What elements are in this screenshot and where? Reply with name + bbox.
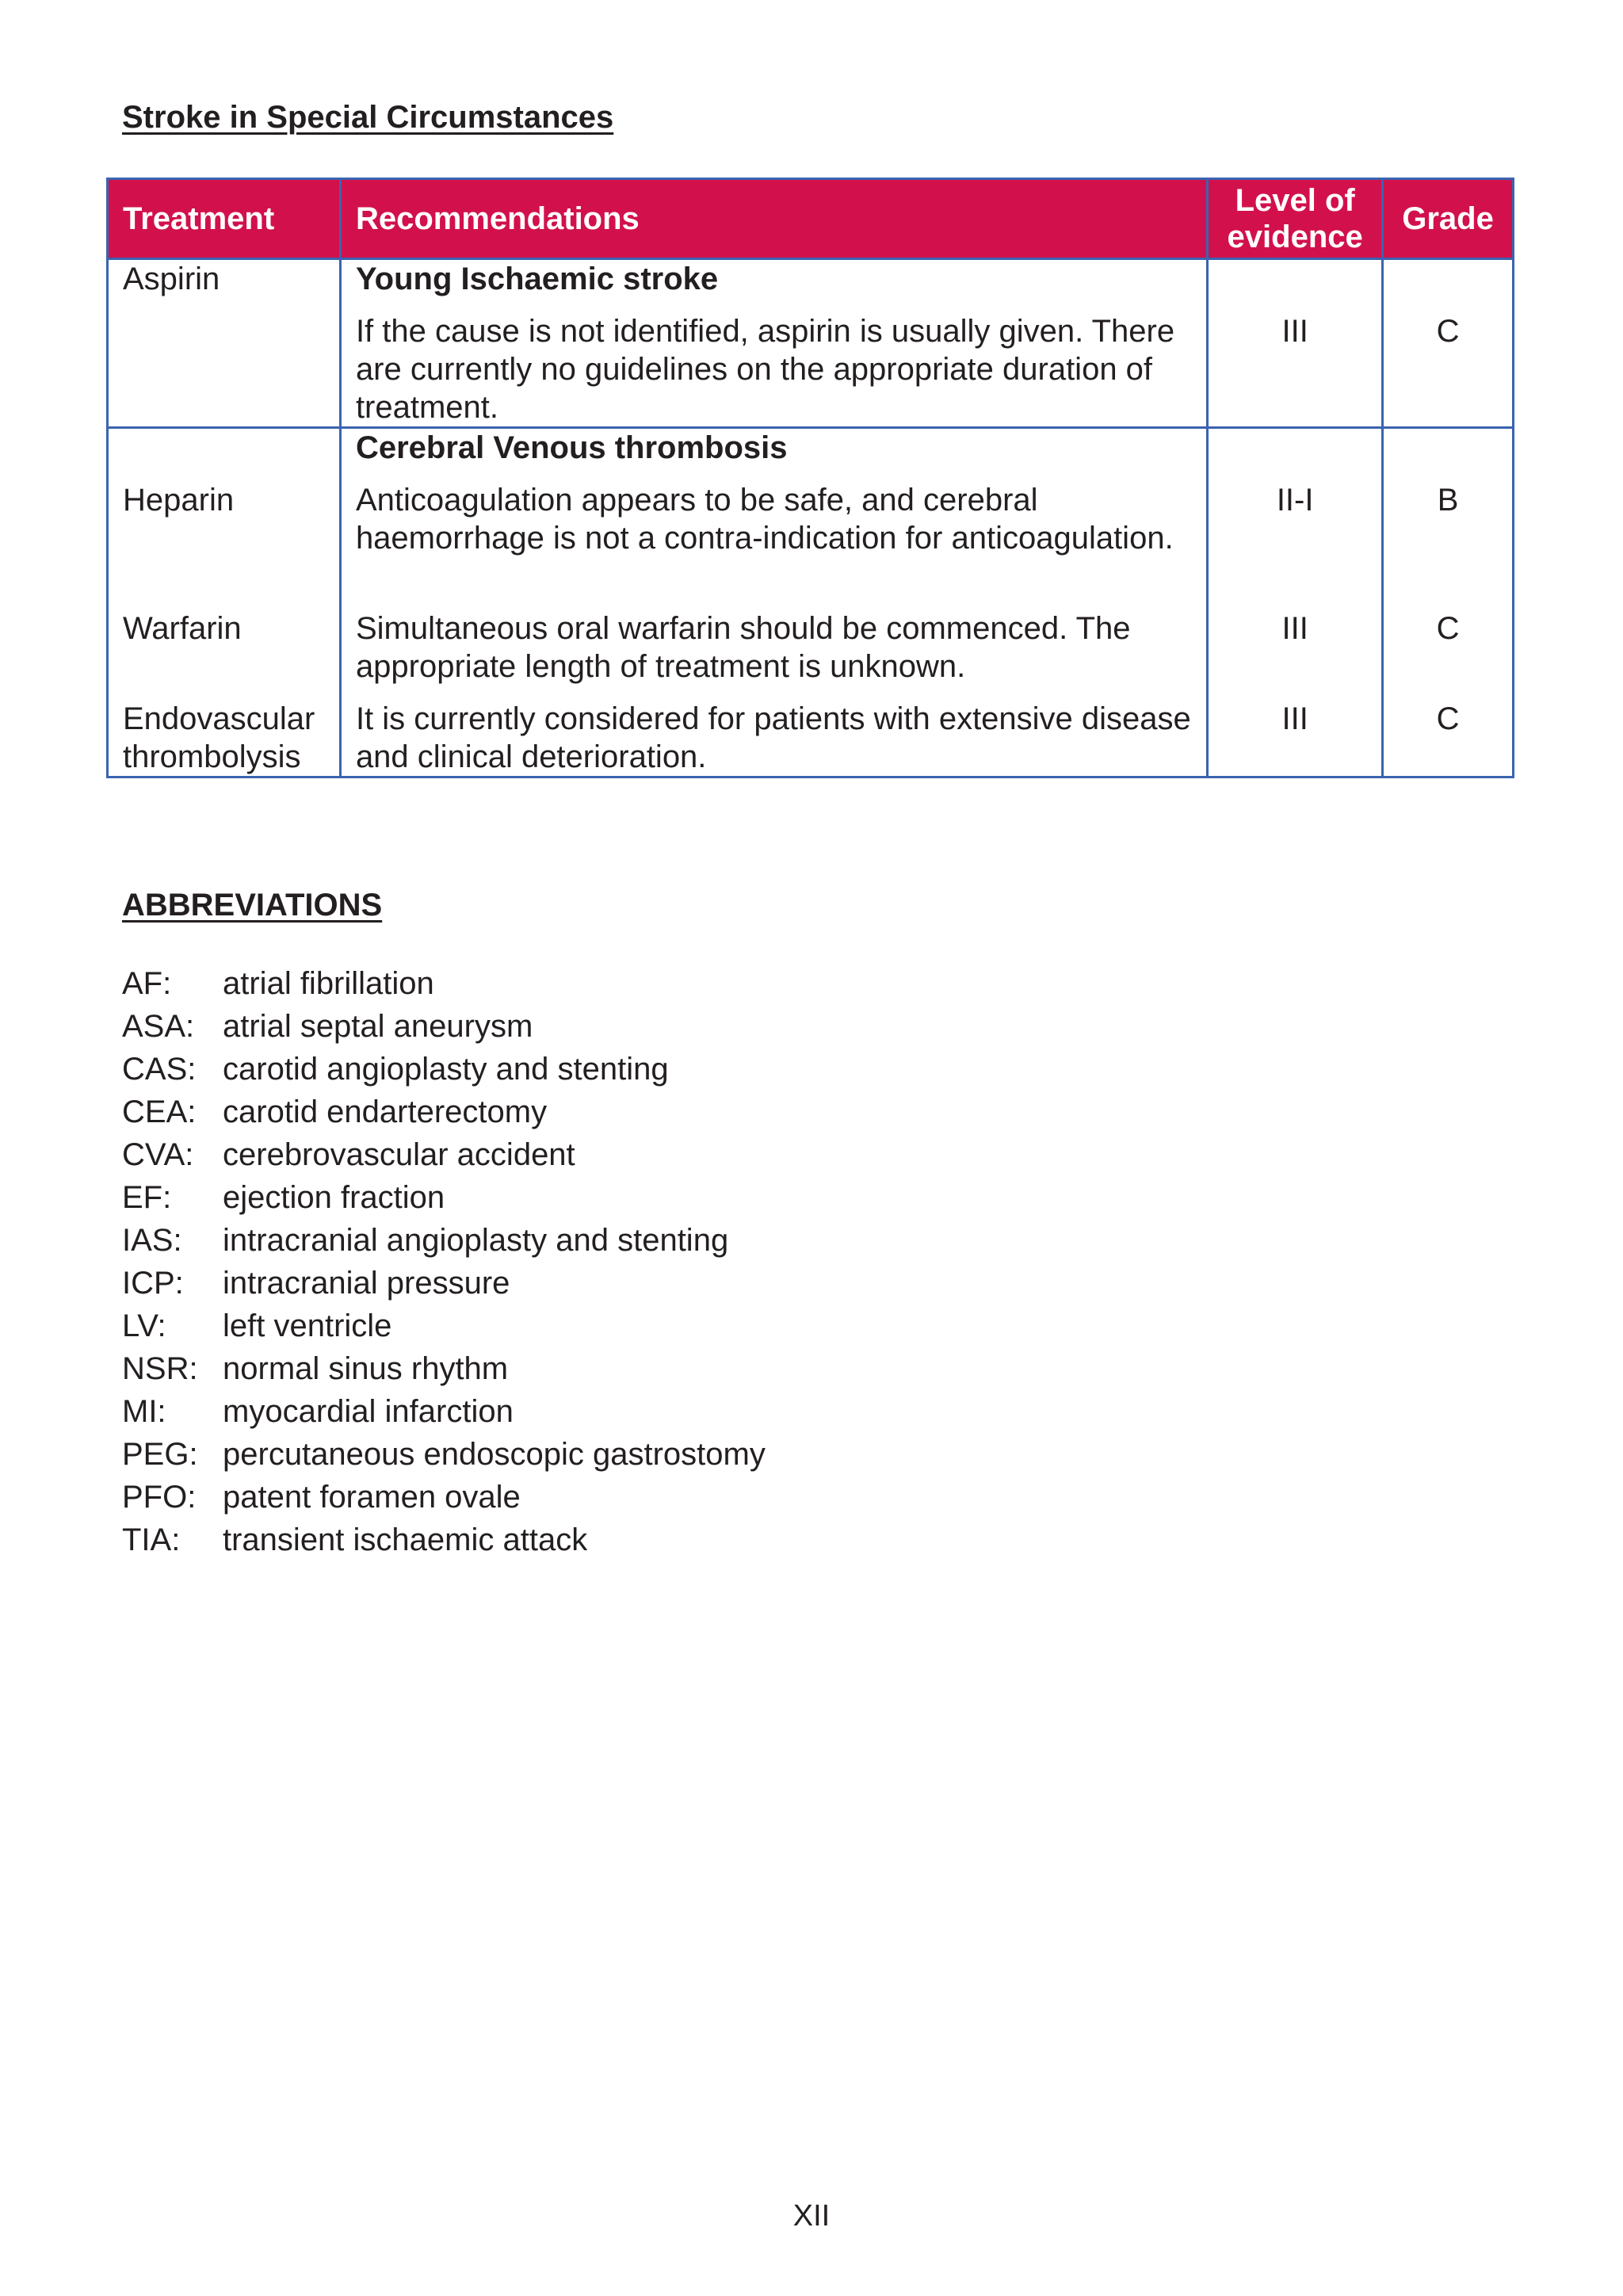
level-value-warfarin: III	[1281, 611, 1308, 646]
recommendation-heading: Young Ischaemic stroke	[355, 262, 719, 296]
abbr-meaning: ejection fraction	[223, 1180, 445, 1215]
recommendation-heading: Cerebral Venous thrombosis	[355, 430, 788, 465]
grade-cell	[1383, 259, 1514, 428]
recommendation-cell	[340, 259, 1207, 428]
abbr-code: AF:	[122, 966, 172, 1001]
table-header-row	[108, 179, 1514, 259]
abbr-meaning: intracranial pressure	[223, 1266, 510, 1301]
abbr-code: MI:	[122, 1394, 166, 1429]
table-row	[108, 428, 1514, 777]
level-cell	[1208, 428, 1383, 777]
level-value: III	[1281, 314, 1308, 349]
list-item	[122, 1005, 766, 1048]
list-item	[122, 1476, 766, 1519]
section-title: Stroke in Special Circumstances	[122, 100, 614, 135]
list-item	[122, 1519, 766, 1561]
abbr-code: NSR:	[122, 1351, 198, 1386]
abbr-code: PFO:	[122, 1480, 197, 1515]
abbr-meaning: transient ischaemic attack	[223, 1522, 588, 1557]
abbr-code: LV:	[122, 1308, 166, 1343]
abbr-code: CVA:	[122, 1137, 194, 1172]
list-item	[122, 1305, 766, 1347]
abbr-meaning: patent foramen ovale	[223, 1480, 521, 1515]
grade-value-heparin: B	[1437, 483, 1459, 518]
abbr-code: CEA:	[122, 1095, 197, 1129]
list-item	[122, 1262, 766, 1305]
abbr-code: TIA:	[122, 1522, 181, 1557]
abbr-meaning: cerebrovascular accident	[223, 1137, 575, 1172]
abbr-meaning: myocardial infarction	[223, 1394, 514, 1429]
abbr-code: EF:	[122, 1180, 172, 1215]
treatment-warfarin: Warfarin	[123, 611, 242, 646]
abbr-code: ASA:	[122, 1009, 195, 1044]
header-grade: Grade	[1383, 179, 1514, 259]
treatment-heparin: Heparin	[123, 483, 235, 518]
abbr-meaning: atrial septal aneurysm	[223, 1009, 533, 1044]
grade-value-endovascular: C	[1436, 701, 1460, 736]
recommendation-text-heparin: Anticoagulation appears to be safe, and cerebral haemorrhage is not a contra-indication for anticoagulation.	[355, 483, 1174, 556]
abbr-meaning: normal sinus rhythm	[223, 1351, 509, 1386]
header-treatment: Treatment	[108, 179, 341, 259]
abbr-meaning: atrial fibrillation	[223, 966, 434, 1001]
list-item	[122, 1219, 766, 1262]
treatment-endovascular-thrombolysis: Endovascular thrombolysis	[123, 701, 315, 774]
abbr-code: IAS:	[122, 1223, 182, 1258]
abbr-code: ICP:	[122, 1266, 184, 1301]
header-recommendations: Recommendations	[340, 179, 1207, 259]
treatment-aspirin: Aspirin	[123, 262, 220, 296]
header-level-of-evidence: Level of evidence	[1208, 179, 1383, 259]
abbr-code: CAS:	[122, 1052, 197, 1087]
table-row	[108, 259, 1514, 428]
grade-value: C	[1436, 314, 1460, 349]
list-item	[122, 1433, 766, 1476]
page-number: XII	[792, 2199, 831, 2233]
list-item	[122, 1347, 766, 1390]
abbr-meaning: carotid endarterectomy	[223, 1095, 548, 1129]
list-item	[122, 1091, 766, 1133]
list-item	[122, 962, 766, 1005]
abbr-meaning: percutaneous endoscopic gastrostomy	[223, 1437, 766, 1472]
grade-value-warfarin: C	[1436, 611, 1460, 646]
abbreviations-list	[122, 962, 766, 1561]
abbr-meaning: left ventricle	[223, 1308, 392, 1343]
level-value-endovascular: III	[1281, 701, 1308, 736]
recommendation-text: If the cause is not identified, aspirin is usually given. There are currently no guidelines on the appropriate duration of treatment.	[355, 314, 1175, 425]
recommendation-text-endovascular: It is currently considered for patients with extensive disease and clinical deterioration.	[355, 701, 1191, 774]
grade-cell	[1383, 428, 1514, 777]
abbr-meaning: carotid angioplasty and stenting	[223, 1052, 669, 1087]
list-item	[122, 1390, 766, 1433]
treatment-cell	[108, 259, 341, 428]
level-cell	[1208, 259, 1383, 428]
recommendations-table	[106, 178, 1514, 778]
list-item	[122, 1176, 766, 1219]
abbr-code: PEG:	[122, 1437, 198, 1472]
recommendation-cell	[340, 428, 1207, 777]
level-value-heparin: II-I	[1276, 483, 1314, 518]
abbreviations-title: ABBREVIATIONS	[122, 888, 383, 923]
list-item	[122, 1048, 766, 1091]
recommendation-text-warfarin: Simultaneous oral warfarin should be commenced. The appropriate length of treatment is unknown.	[355, 611, 1131, 684]
list-item	[122, 1133, 766, 1176]
abbr-meaning: intracranial angioplasty and stenting	[223, 1223, 729, 1258]
treatment-cell	[108, 428, 341, 777]
